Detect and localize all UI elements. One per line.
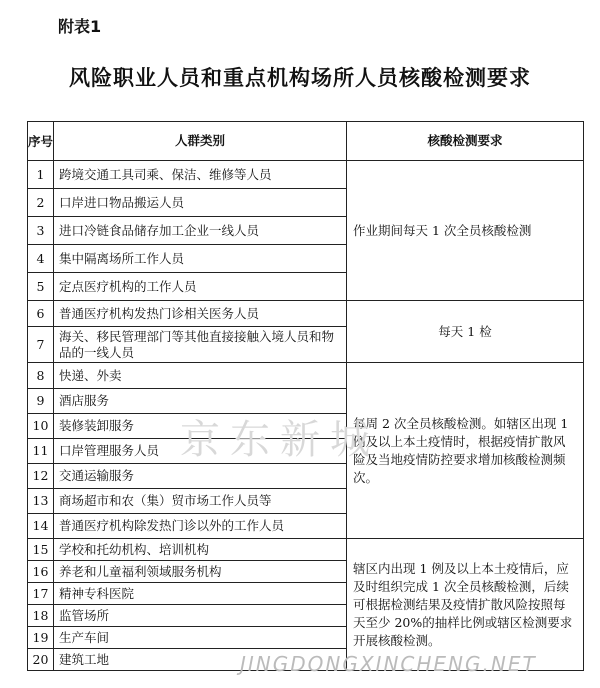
row-no: 6 bbox=[28, 301, 54, 327]
annex-label: 附表1 bbox=[58, 17, 102, 36]
requirement-group-3: 每周 2 次全员核酸检测。如辖区出现 1 例及以上本土疫情时，根据疫情扩散风险及当地疫情防控要求增加核酸检测频次。 bbox=[347, 363, 584, 539]
table-row bbox=[28, 363, 584, 389]
row-no: 20 bbox=[28, 649, 54, 671]
row-category: 养老和儿童福利领域服务机构 bbox=[54, 561, 347, 583]
row-category: 交通运输服务 bbox=[54, 464, 347, 489]
row-category: 监管场所 bbox=[54, 605, 347, 627]
row-no: 2 bbox=[28, 189, 54, 217]
row-no: 11 bbox=[28, 439, 54, 464]
row-no: 9 bbox=[28, 389, 54, 414]
row-category: 快递、外卖 bbox=[54, 363, 347, 389]
requirement-group-1: 作业期间每天 1 次全员核酸检测 bbox=[347, 161, 584, 301]
requirement-group-4: 辖区内出现 1 例及以上本土疫情后，应及时组织完成 1 次全员核酸检测，后续可根据检测结果及疫情扩散风险按照每天至少 20%的抽样比例或辖区检测要求开展核酸检测。 bbox=[347, 539, 584, 671]
watermark-center: 京东新城 bbox=[180, 417, 380, 463]
row-no: 19 bbox=[28, 627, 54, 649]
requirement-group-2: 每天 1 检 bbox=[347, 301, 584, 363]
row-category: 集中隔离场所工作人员 bbox=[54, 245, 347, 273]
row-no: 7 bbox=[28, 327, 54, 363]
row-category: 口岸管理服务人员 bbox=[54, 439, 347, 464]
table-row bbox=[28, 301, 584, 327]
row-no: 16 bbox=[28, 561, 54, 583]
row-category: 建筑工地 bbox=[54, 649, 347, 671]
watermark-bottom: JINGDONGXINCHENG.NET bbox=[240, 652, 537, 676]
row-category: 进口冷链食品储存加工企业一线人员 bbox=[54, 217, 347, 245]
row-category: 生产车间 bbox=[54, 627, 347, 649]
table-row bbox=[28, 161, 584, 189]
header-category: 人群类别 bbox=[54, 122, 347, 161]
row-category: 商场超市和农（集）贸市场工作人员等 bbox=[54, 489, 347, 514]
row-category: 精神专科医院 bbox=[54, 583, 347, 605]
row-category: 海关、移民管理部门等其他直接接触入境人员和物品的一线人员 bbox=[54, 327, 347, 363]
row-no: 17 bbox=[28, 583, 54, 605]
row-no: 15 bbox=[28, 539, 54, 561]
document-title: 风险职业人员和重点机构场所人员核酸检测要求 bbox=[69, 65, 531, 90]
row-no: 10 bbox=[28, 414, 54, 439]
header-no: 序号 bbox=[28, 122, 54, 161]
row-no: 13 bbox=[28, 489, 54, 514]
row-category: 普通医疗机构除发热门诊以外的工作人员 bbox=[54, 514, 347, 539]
row-no: 1 bbox=[28, 161, 54, 189]
requirements-table bbox=[27, 121, 584, 671]
row-category: 学校和托幼机构、培训机构 bbox=[54, 539, 347, 561]
table-header-row bbox=[28, 122, 584, 161]
row-no: 18 bbox=[28, 605, 54, 627]
row-category: 口岸进口物品搬运人员 bbox=[54, 189, 347, 217]
row-category: 普通医疗机构发热门诊相关医务人员 bbox=[54, 301, 347, 327]
row-no: 4 bbox=[28, 245, 54, 273]
row-no: 3 bbox=[28, 217, 54, 245]
row-category: 酒店服务 bbox=[54, 389, 347, 414]
row-no: 14 bbox=[28, 514, 54, 539]
header-requirement: 核酸检测要求 bbox=[347, 122, 584, 161]
row-no: 5 bbox=[28, 273, 54, 301]
row-category: 跨境交通工具司乘、保洁、维修等人员 bbox=[54, 161, 347, 189]
row-no: 12 bbox=[28, 464, 54, 489]
row-no: 8 bbox=[28, 363, 54, 389]
table-row bbox=[28, 539, 584, 561]
row-category: 装修装卸服务 bbox=[54, 414, 347, 439]
row-category: 定点医疗机构的工作人员 bbox=[54, 273, 347, 301]
